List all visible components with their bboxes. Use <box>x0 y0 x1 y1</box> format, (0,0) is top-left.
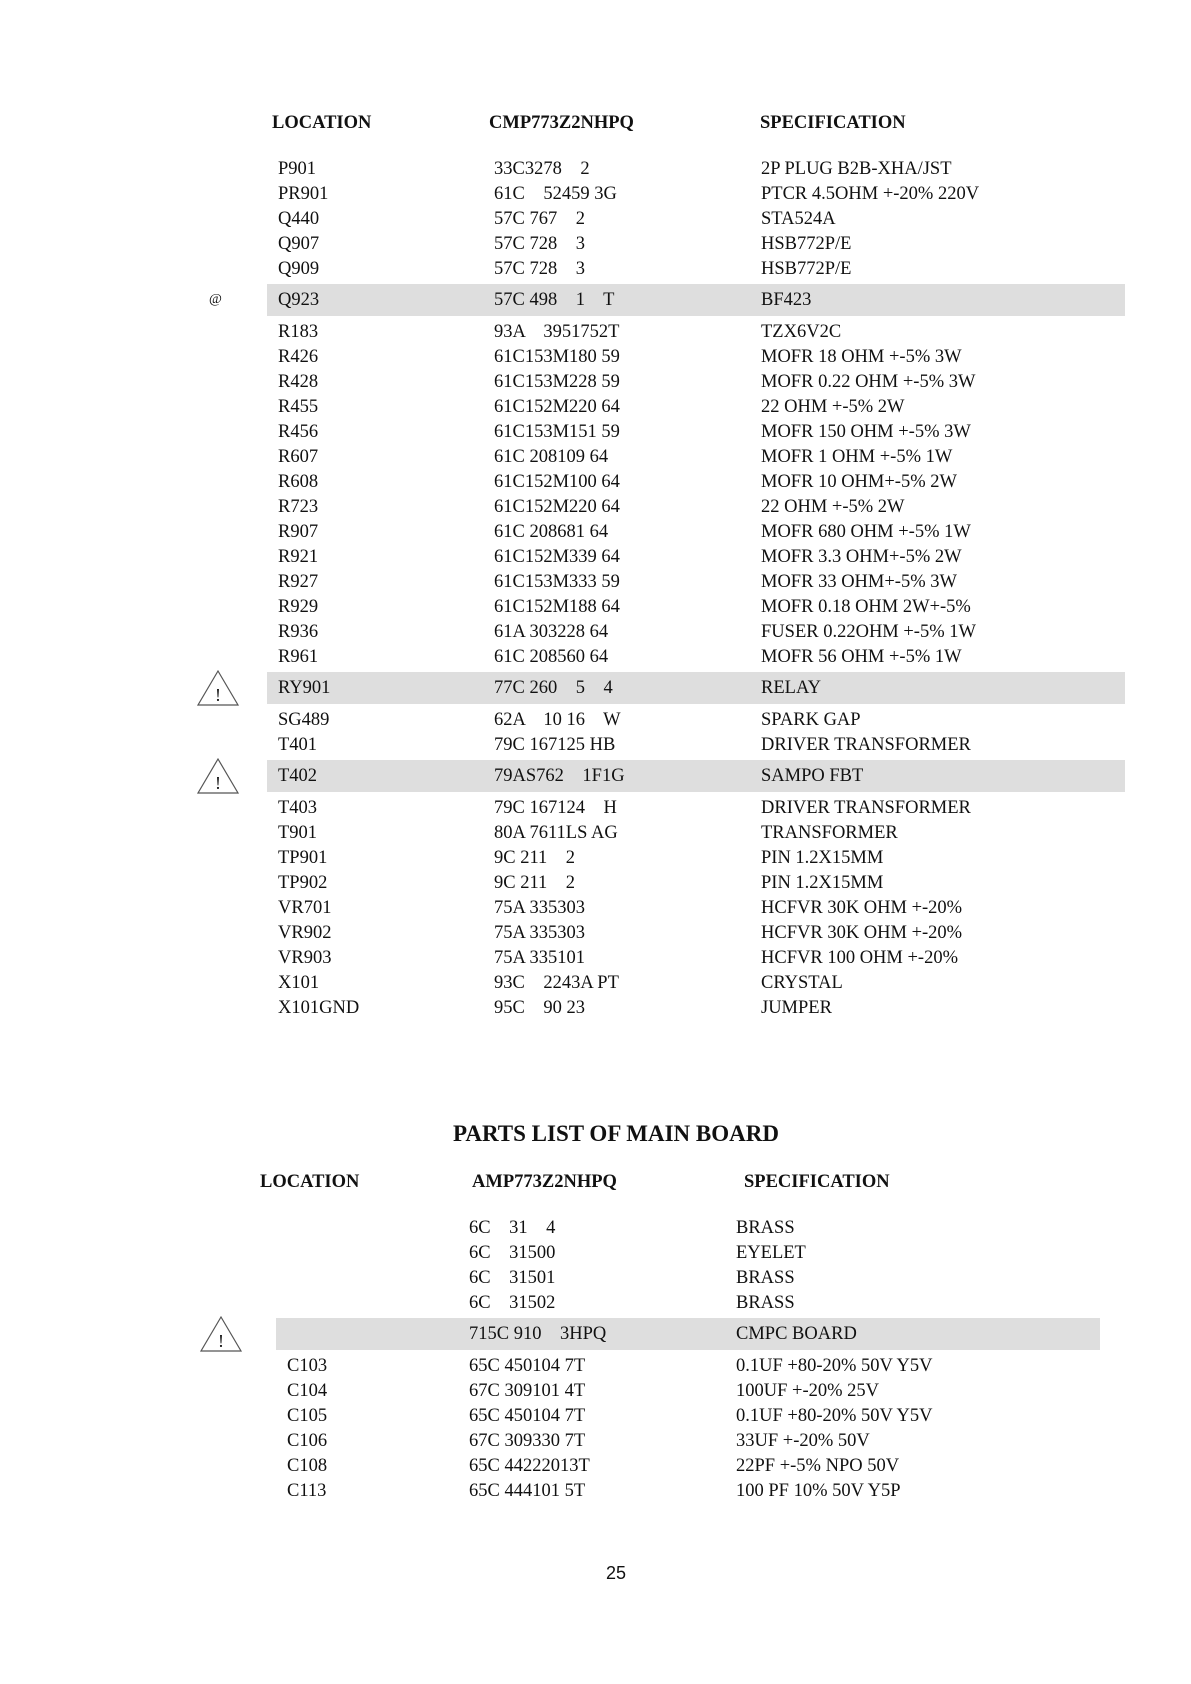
cell-location: Q440 <box>278 208 320 229</box>
cell-location: VR902 <box>278 922 332 943</box>
cell-spec: HCFVR 30K OHM +-20% <box>761 922 963 943</box>
cell-spec: HSB772P/E <box>761 258 852 279</box>
cell-part: 6C 31502 <box>469 1292 556 1313</box>
cell-part: 93A 3951752T <box>494 321 620 342</box>
cell-spec: STA524A <box>761 208 836 229</box>
cell-part: 93C 2243A PT <box>494 972 619 993</box>
cell-location: RY901 <box>278 677 331 698</box>
cell-part: 6C 31500 <box>469 1242 556 1263</box>
cell-part: 9C 211 2 <box>494 847 576 868</box>
cell-location: X101GND <box>278 997 360 1018</box>
cell-location: R927 <box>278 571 319 592</box>
cell-location: SG489 <box>278 709 330 730</box>
cell-spec: DRIVER TRANSFORMER <box>761 797 971 818</box>
table-row <box>0 1240 1191 1265</box>
table2-header-location: LOCATION <box>260 1172 360 1192</box>
cell-spec: 2P PLUG B2B-XHA/JST <box>761 158 952 179</box>
row-highlight <box>267 760 1125 792</box>
table-row <box>0 644 1191 669</box>
cell-spec: 0.1UF +80-20% 50V Y5V <box>736 1405 933 1426</box>
cell-part: 79AS762 1F1G <box>494 765 625 786</box>
warning-triangle-icon <box>199 1315 243 1353</box>
table-row <box>0 1403 1191 1428</box>
cell-location: T403 <box>278 797 318 818</box>
table-row <box>0 1378 1191 1403</box>
table-row <box>0 206 1191 231</box>
cell-location: R607 <box>278 446 319 467</box>
cell-spec: 22 OHM +-5% 2W <box>761 496 905 517</box>
cell-part: 61C 208109 64 <box>494 446 609 467</box>
table-row <box>0 156 1191 181</box>
cell-spec: MOFR 18 OHM +-5% 3W <box>761 346 962 367</box>
cell-part: 61C152M220 64 <box>494 496 620 517</box>
cell-part: 65C 450104 7T <box>469 1405 586 1426</box>
table-row <box>0 1290 1191 1315</box>
cell-part: 61C153M333 59 <box>494 571 620 592</box>
cell-spec: MOFR 150 OHM +-5% 3W <box>761 421 971 442</box>
table1-header-part: CMP773Z2NHPQ <box>489 113 634 133</box>
cell-location: C108 <box>287 1455 328 1476</box>
cell-part: 57C 728 3 <box>494 258 585 279</box>
cell-part: 65C 444101 5T <box>469 1480 586 1501</box>
cell-part: 715C 910 3HPQ <box>469 1323 607 1344</box>
cell-part: 67C 309101 4T <box>469 1380 586 1401</box>
cell-location: R608 <box>278 471 319 492</box>
table-row <box>0 920 1191 945</box>
page-number: 25 <box>605 1563 627 1583</box>
cell-spec: MOFR 0.18 OHM 2W+-5% <box>761 596 971 617</box>
cell-part: 62A 10 16 W <box>494 709 621 730</box>
cell-spec: 33UF +-20% 50V <box>736 1430 870 1451</box>
table-row <box>0 231 1191 256</box>
svg-text:!: ! <box>215 773 221 793</box>
cell-location: C106 <box>287 1430 328 1451</box>
cell-spec: SPARK GAP <box>761 709 861 730</box>
warning-triangle-icon <box>196 669 240 707</box>
cell-spec: HCFVR 100 OHM +-20% <box>761 947 958 968</box>
cell-part: 6C 31 4 <box>469 1217 556 1238</box>
cell-location: VR701 <box>278 897 332 918</box>
cell-location: T401 <box>278 734 318 755</box>
cell-spec: SAMPO FBT <box>761 765 864 786</box>
cell-spec: 100UF +-20% 25V <box>736 1380 880 1401</box>
cell-spec: CMPC BOARD <box>736 1323 857 1344</box>
cell-part: 80A 7611LS AG <box>494 822 618 843</box>
table-row <box>0 1353 1191 1378</box>
cell-part: 61C 52459 3G <box>494 183 617 204</box>
table2-header-spec: SPECIFICATION <box>744 1172 890 1192</box>
cell-part: 65C 450104 7T <box>469 1355 586 1376</box>
table1-header-spec: SPECIFICATION <box>760 113 906 133</box>
cell-spec: FUSER 0.22OHM +-5% 1W <box>761 621 976 642</box>
table-row <box>0 945 1191 970</box>
cell-location: R929 <box>278 596 319 617</box>
table1-body <box>0 156 1191 1020</box>
table-row <box>0 1453 1191 1478</box>
cell-part: 61C152M339 64 <box>494 546 620 567</box>
cell-location: TP902 <box>278 872 328 893</box>
cell-spec: MOFR 33 OHM+-5% 3W <box>761 571 957 592</box>
row-highlight <box>276 1318 1100 1350</box>
table-row <box>0 970 1191 995</box>
cell-part: 61C152M100 64 <box>494 471 620 492</box>
cell-spec: BRASS <box>736 1292 795 1313</box>
table-row <box>0 519 1191 544</box>
table-row <box>0 1428 1191 1453</box>
cell-part: 67C 309330 7T <box>469 1430 586 1451</box>
table-row <box>0 1265 1191 1290</box>
table-row <box>0 569 1191 594</box>
cell-location: T402 <box>278 765 318 786</box>
cell-part: 6C 31501 <box>469 1267 556 1288</box>
cell-spec: BRASS <box>736 1267 795 1288</box>
svg-text:!: ! <box>215 685 221 705</box>
cell-location: Q907 <box>278 233 320 254</box>
cell-part: 79C 167125 HB <box>494 734 616 755</box>
warning-triangle-icon <box>196 757 240 795</box>
table-row <box>0 394 1191 419</box>
cell-spec: CRYSTAL <box>761 972 843 993</box>
cell-location: R936 <box>278 621 319 642</box>
table-row <box>0 369 1191 394</box>
cell-spec: HCFVR 30K OHM +-20% <box>761 897 963 918</box>
table-row <box>0 594 1191 619</box>
table-row <box>0 284 1191 316</box>
cell-part: 79C 167124 H <box>494 797 617 818</box>
cell-part: 77C 260 5 4 <box>494 677 613 698</box>
cell-part: 61C153M180 59 <box>494 346 620 367</box>
cell-part: 33C3278 2 <box>494 158 590 179</box>
cell-location: Q909 <box>278 258 320 279</box>
cell-location: R907 <box>278 521 319 542</box>
cell-part: 57C 728 3 <box>494 233 585 254</box>
table-row <box>0 494 1191 519</box>
table2-body <box>0 1215 1191 1503</box>
cell-location: TP901 <box>278 847 328 868</box>
row-highlight <box>267 284 1125 316</box>
cell-spec: MOFR 3.3 OHM+-5% 2W <box>761 546 962 567</box>
cell-spec: JUMPER <box>761 997 832 1018</box>
cell-spec: PTCR 4.5OHM +-20% 220V <box>761 183 980 204</box>
cell-part: 65C 44222013T <box>469 1455 590 1476</box>
table-row <box>0 469 1191 494</box>
table-row <box>0 995 1191 1020</box>
table-row <box>0 419 1191 444</box>
cell-location: VR903 <box>278 947 332 968</box>
table-row <box>0 1215 1191 1240</box>
cell-part: 95C 90 23 <box>494 997 585 1018</box>
cell-part: 61C153M151 59 <box>494 421 620 442</box>
table2-header-part: AMP773Z2NHPQ <box>472 1172 617 1192</box>
cell-location: R426 <box>278 346 319 367</box>
cell-part: 75A 335303 <box>494 922 585 943</box>
table-row <box>0 870 1191 895</box>
svg-text:!: ! <box>218 1331 224 1351</box>
cell-spec: TRANSFORMER <box>761 822 898 843</box>
row-mark: @ <box>209 292 222 307</box>
cell-spec: MOFR 56 OHM +-5% 1W <box>761 646 962 667</box>
cell-spec: PIN 1.2X15MM <box>761 872 884 893</box>
cell-part: 61C 208560 64 <box>494 646 609 667</box>
table-row <box>0 760 1191 792</box>
cell-part: 61C152M188 64 <box>494 596 620 617</box>
cell-spec: TZX6V2C <box>761 321 842 342</box>
row-highlight <box>267 672 1125 704</box>
table-row <box>0 319 1191 344</box>
cell-part: 9C 211 2 <box>494 872 576 893</box>
cell-location: C103 <box>287 1355 328 1376</box>
table-row <box>0 444 1191 469</box>
cell-spec: MOFR 0.22 OHM +-5% 3W <box>761 371 976 392</box>
cell-spec: EYELET <box>736 1242 806 1263</box>
table-row <box>0 672 1191 704</box>
section-title: PARTS LIST OF MAIN BOARD <box>453 1121 779 1146</box>
cell-spec: BRASS <box>736 1217 795 1238</box>
cell-part: 61C153M228 59 <box>494 371 620 392</box>
table-row <box>0 344 1191 369</box>
cell-spec: PIN 1.2X15MM <box>761 847 884 868</box>
cell-part: 61C152M220 64 <box>494 396 620 417</box>
table-row <box>0 256 1191 281</box>
cell-part: 75A 335101 <box>494 947 585 968</box>
cell-location: R455 <box>278 396 319 417</box>
table-row <box>0 707 1191 732</box>
cell-part: 57C 767 2 <box>494 208 585 229</box>
cell-spec: MOFR 680 OHM +-5% 1W <box>761 521 971 542</box>
cell-location: R961 <box>278 646 319 667</box>
table-row <box>0 895 1191 920</box>
cell-location: P901 <box>278 158 317 179</box>
table1-header-location: LOCATION <box>272 113 372 133</box>
cell-part: 61C 208681 64 <box>494 521 609 542</box>
cell-location: R921 <box>278 546 319 567</box>
table-row <box>0 1478 1191 1503</box>
table-row <box>0 544 1191 569</box>
cell-location: PR901 <box>278 183 329 204</box>
table-row <box>0 181 1191 206</box>
cell-spec: 0.1UF +80-20% 50V Y5V <box>736 1355 933 1376</box>
table-row <box>0 820 1191 845</box>
table-row <box>0 619 1191 644</box>
cell-spec: HSB772P/E <box>761 233 852 254</box>
cell-spec: 22 OHM +-5% 2W <box>761 396 905 417</box>
table-row <box>0 732 1191 757</box>
cell-spec: 22PF +-5% NPO 50V <box>736 1455 900 1476</box>
cell-location: T901 <box>278 822 318 843</box>
cell-spec: 100 PF 10% 50V Y5P <box>736 1480 901 1501</box>
cell-location: Q923 <box>278 289 320 310</box>
table-row <box>0 1318 1191 1350</box>
cell-spec: MOFR 10 OHM+-5% 2W <box>761 471 957 492</box>
cell-spec: MOFR 1 OHM +-5% 1W <box>761 446 953 467</box>
cell-location: C104 <box>287 1380 328 1401</box>
cell-location: X101 <box>278 972 320 993</box>
table-row <box>0 795 1191 820</box>
cell-spec: BF423 <box>761 289 812 310</box>
cell-spec: RELAY <box>761 677 821 698</box>
cell-location: C105 <box>287 1405 328 1426</box>
cell-part: 61A 303228 64 <box>494 621 609 642</box>
cell-part: 75A 335303 <box>494 897 585 918</box>
cell-location: R723 <box>278 496 319 517</box>
cell-location: C113 <box>287 1480 327 1501</box>
cell-location: R456 <box>278 421 319 442</box>
table-row <box>0 845 1191 870</box>
cell-spec: DRIVER TRANSFORMER <box>761 734 971 755</box>
cell-location: R428 <box>278 371 319 392</box>
cell-location: R183 <box>278 321 319 342</box>
cell-part: 57C 498 1 T <box>494 289 615 310</box>
